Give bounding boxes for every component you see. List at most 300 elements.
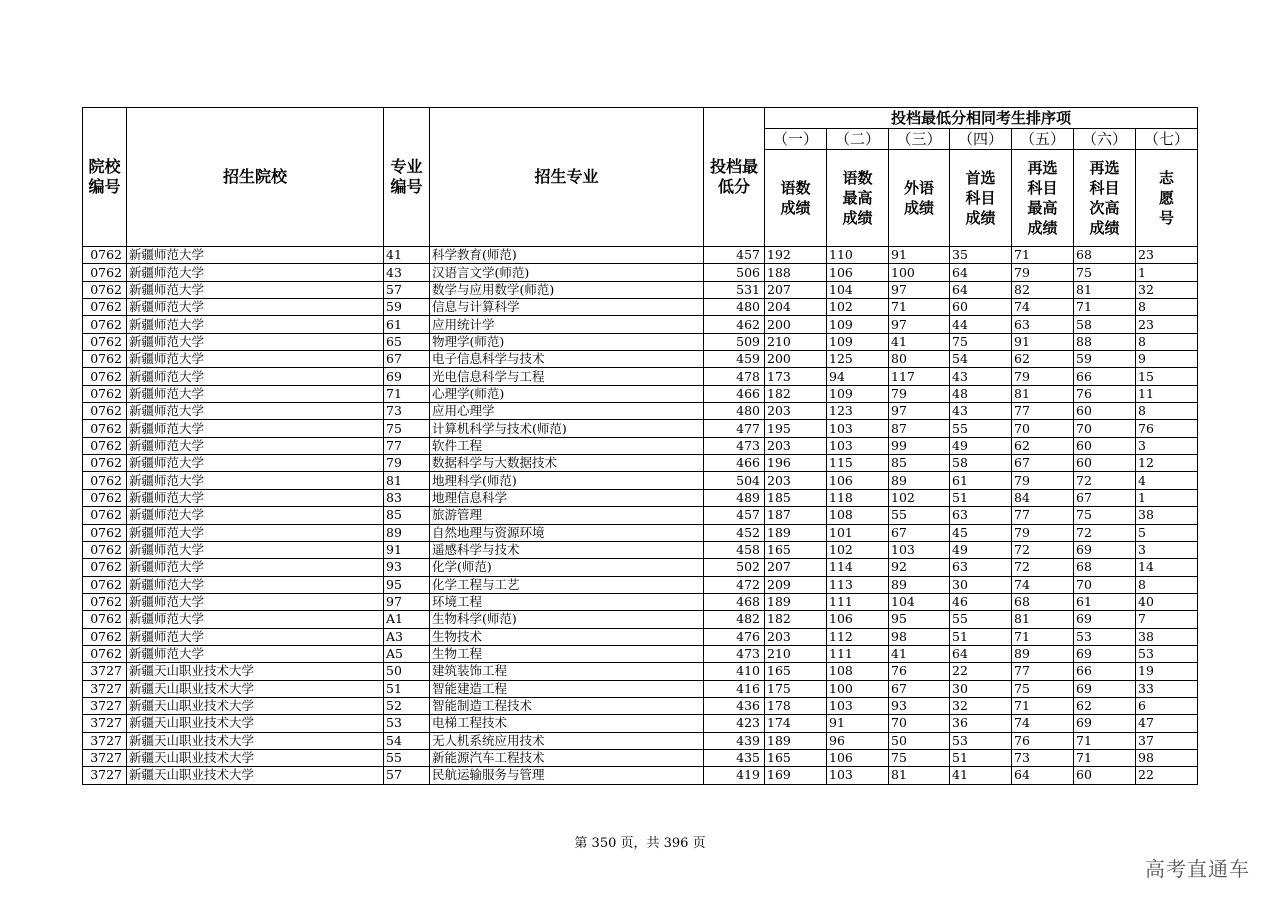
cell-rank-4: 45 — [950, 524, 1012, 541]
cell-min-score: 423 — [704, 715, 765, 732]
cell-rank-1: 185 — [765, 489, 827, 506]
cell-rank-3: 71 — [889, 299, 950, 316]
table-row — [83, 663, 1198, 680]
header-rank-label-text: 再选科目最高成绩 — [1027, 159, 1058, 237]
cell-rank-6: 67 — [1074, 489, 1136, 506]
cell-major-code: A1 — [384, 611, 430, 628]
cell-rank-5: 77 — [1012, 663, 1074, 680]
cell-major-code: 85 — [384, 507, 430, 524]
table-row — [83, 437, 1198, 454]
cell-rank-2: 125 — [827, 351, 889, 368]
cell-major-code: 65 — [384, 333, 430, 350]
cell-rank-4: 75 — [950, 333, 1012, 350]
cell-rank-5: 77 — [1012, 403, 1074, 420]
cell-rank-1: 165 — [765, 541, 827, 558]
cell-rank-3: 76 — [889, 663, 950, 680]
cell-rank-7: 98 — [1136, 749, 1198, 766]
cell-rank-1: 209 — [765, 576, 827, 593]
table-row — [83, 559, 1198, 576]
cell-rank-2: 103 — [827, 437, 889, 454]
table-row — [83, 420, 1198, 437]
cell-rank-3: 75 — [889, 749, 950, 766]
cell-rank-4: 41 — [950, 767, 1012, 784]
cell-rank-6: 70 — [1074, 420, 1136, 437]
cell-school-code: 3727 — [83, 715, 127, 732]
cell-rank-3: 95 — [889, 611, 950, 628]
cell-rank-6: 69 — [1074, 645, 1136, 662]
cell-rank-5: 79 — [1012, 524, 1074, 541]
cell-min-score: 466 — [704, 385, 765, 402]
cell-rank-1: 207 — [765, 559, 827, 576]
cell-rank-3: 93 — [889, 697, 950, 714]
cell-rank-1: 207 — [765, 281, 827, 298]
cell-school-name: 新疆师范大学 — [127, 541, 384, 558]
cell-rank-4: 43 — [950, 368, 1012, 385]
cell-rank-2: 109 — [827, 333, 889, 350]
cell-rank-6: 68 — [1074, 559, 1136, 576]
cell-rank-6: 60 — [1074, 403, 1136, 420]
cell-major-name: 科学教育(师范) — [430, 247, 704, 264]
cell-rank-4: 55 — [950, 420, 1012, 437]
cell-rank-1: 182 — [765, 385, 827, 402]
cell-rank-5: 74 — [1012, 299, 1074, 316]
cell-rank-2: 103 — [827, 420, 889, 437]
header-rank-label-4 — [950, 150, 1012, 247]
cell-major-name: 生物科学(师范) — [430, 611, 704, 628]
cell-major-code: 51 — [384, 680, 430, 697]
cell-rank-2: 113 — [827, 576, 889, 593]
cell-major-name: 软件工程 — [430, 437, 704, 454]
cell-rank-1: 173 — [765, 368, 827, 385]
cell-rank-6: 66 — [1074, 368, 1136, 385]
cell-min-score: 468 — [704, 593, 765, 610]
cell-rank-4: 64 — [950, 264, 1012, 281]
cell-school-code: 3727 — [83, 663, 127, 680]
table-row — [83, 351, 1198, 368]
cell-school-code: 3727 — [83, 680, 127, 697]
cell-major-code: 57 — [384, 767, 430, 784]
cell-school-code: 0762 — [83, 455, 127, 472]
header-seq-3: （三） — [889, 129, 950, 150]
cell-min-score: 462 — [704, 316, 765, 333]
header-rank-label-3 — [889, 150, 950, 247]
cell-rank-1: 169 — [765, 767, 827, 784]
cell-rank-2: 108 — [827, 663, 889, 680]
cell-rank-7: 8 — [1136, 333, 1198, 350]
cell-min-score: 506 — [704, 264, 765, 281]
cell-school-code: 0762 — [83, 489, 127, 506]
cell-school-name: 新疆师范大学 — [127, 281, 384, 298]
cell-min-score: 410 — [704, 663, 765, 680]
cell-rank-7: 23 — [1136, 316, 1198, 333]
admission-score-table — [82, 107, 1198, 785]
cell-rank-2: 114 — [827, 559, 889, 576]
header-rank-label-text: 语数最高成绩 — [842, 169, 873, 227]
cell-rank-4: 64 — [950, 645, 1012, 662]
cell-rank-1: 203 — [765, 403, 827, 420]
cell-major-code: 75 — [384, 420, 430, 437]
cell-school-name: 新疆师范大学 — [127, 437, 384, 454]
table-row — [83, 645, 1198, 662]
cell-rank-1: 182 — [765, 611, 827, 628]
cell-min-score: 458 — [704, 541, 765, 558]
table-row — [83, 368, 1198, 385]
table-row — [83, 247, 1198, 264]
cell-rank-2: 111 — [827, 593, 889, 610]
cell-rank-3: 50 — [889, 732, 950, 749]
cell-rank-1: 203 — [765, 628, 827, 645]
cell-school-name: 新疆师范大学 — [127, 420, 384, 437]
cell-rank-5: 81 — [1012, 611, 1074, 628]
header-rank-label-5 — [1012, 150, 1074, 247]
cell-major-code: 61 — [384, 316, 430, 333]
cell-rank-3: 80 — [889, 351, 950, 368]
table-row — [83, 403, 1198, 420]
cell-major-name: 应用心理学 — [430, 403, 704, 420]
cell-rank-6: 61 — [1074, 593, 1136, 610]
cell-min-score: 480 — [704, 299, 765, 316]
cell-min-score: 473 — [704, 437, 765, 454]
cell-school-name: 新疆师范大学 — [127, 628, 384, 645]
cell-school-name: 新疆师范大学 — [127, 593, 384, 610]
cell-rank-7: 8 — [1136, 576, 1198, 593]
cell-rank-4: 55 — [950, 611, 1012, 628]
cell-rank-2: 106 — [827, 749, 889, 766]
cell-school-name: 新疆师范大学 — [127, 299, 384, 316]
cell-school-name: 新疆师范大学 — [127, 559, 384, 576]
table-row — [83, 732, 1198, 749]
table-row — [83, 333, 1198, 350]
cell-major-code: A5 — [384, 645, 430, 662]
cell-rank-3: 41 — [889, 645, 950, 662]
cell-rank-7: 37 — [1136, 732, 1198, 749]
cell-rank-2: 118 — [827, 489, 889, 506]
cell-rank-3: 41 — [889, 333, 950, 350]
cell-rank-3: 97 — [889, 281, 950, 298]
cell-school-name: 新疆师范大学 — [127, 264, 384, 281]
watermark-logo: 高考直通车 — [1145, 857, 1250, 881]
cell-rank-4: 49 — [950, 541, 1012, 558]
cell-rank-5: 91 — [1012, 333, 1074, 350]
table-row — [83, 299, 1198, 316]
cell-rank-3: 79 — [889, 385, 950, 402]
cell-rank-4: 44 — [950, 316, 1012, 333]
cell-min-score: 477 — [704, 420, 765, 437]
cell-rank-7: 11 — [1136, 385, 1198, 402]
table-row — [83, 628, 1198, 645]
cell-rank-3: 97 — [889, 316, 950, 333]
cell-school-code: 3727 — [83, 732, 127, 749]
cell-school-code: 0762 — [83, 385, 127, 402]
cell-rank-2: 102 — [827, 299, 889, 316]
cell-min-score: 476 — [704, 628, 765, 645]
cell-rank-4: 51 — [950, 628, 1012, 645]
cell-rank-6: 68 — [1074, 247, 1136, 264]
cell-major-name: 物理学(师范) — [430, 333, 704, 350]
cell-rank-6: 71 — [1074, 732, 1136, 749]
cell-rank-1: 204 — [765, 299, 827, 316]
header-seq-4: （四） — [950, 129, 1012, 150]
header-rank-label-text: 语数成绩 — [780, 179, 811, 217]
cell-major-code: 67 — [384, 351, 430, 368]
cell-rank-3: 97 — [889, 403, 950, 420]
cell-rank-7: 6 — [1136, 697, 1198, 714]
cell-min-score: 489 — [704, 489, 765, 506]
cell-rank-5: 82 — [1012, 281, 1074, 298]
cell-major-code: 53 — [384, 715, 430, 732]
cell-min-score: 436 — [704, 697, 765, 714]
cell-rank-6: 75 — [1074, 264, 1136, 281]
cell-rank-5: 77 — [1012, 507, 1074, 524]
cell-rank-4: 30 — [950, 576, 1012, 593]
cell-rank-4: 63 — [950, 559, 1012, 576]
cell-school-code: 0762 — [83, 507, 127, 524]
page-footer: 第 350 页，共 396 页 — [574, 836, 706, 851]
cell-rank-5: 76 — [1012, 732, 1074, 749]
cell-major-name: 智能建造工程 — [430, 680, 704, 697]
cell-rank-3: 67 — [889, 524, 950, 541]
cell-rank-1: 192 — [765, 247, 827, 264]
cell-school-name: 新疆师范大学 — [127, 576, 384, 593]
cell-rank-3: 55 — [889, 507, 950, 524]
table-row — [83, 767, 1198, 784]
cell-major-code: A3 — [384, 628, 430, 645]
cell-rank-6: 72 — [1074, 524, 1136, 541]
cell-school-name: 新疆天山职业技术大学 — [127, 697, 384, 714]
cell-rank-7: 8 — [1136, 299, 1198, 316]
cell-school-code: 0762 — [83, 316, 127, 333]
cell-min-score: 472 — [704, 576, 765, 593]
cell-major-name: 智能制造工程技术 — [430, 697, 704, 714]
table-row — [83, 455, 1198, 472]
cell-school-name: 新疆师范大学 — [127, 524, 384, 541]
cell-rank-2: 94 — [827, 368, 889, 385]
cell-school-code: 0762 — [83, 628, 127, 645]
cell-rank-5: 72 — [1012, 559, 1074, 576]
cell-major-code: 83 — [384, 489, 430, 506]
cell-major-code: 57 — [384, 281, 430, 298]
cell-rank-6: 71 — [1074, 749, 1136, 766]
cell-min-score: 419 — [704, 767, 765, 784]
cell-rank-4: 49 — [950, 437, 1012, 454]
cell-rank-6: 60 — [1074, 455, 1136, 472]
cell-rank-4: 64 — [950, 281, 1012, 298]
cell-min-score: 435 — [704, 749, 765, 766]
cell-rank-7: 3 — [1136, 437, 1198, 454]
cell-rank-7: 40 — [1136, 593, 1198, 610]
header-rank-label-1 — [765, 150, 827, 247]
cell-rank-1: 165 — [765, 663, 827, 680]
cell-rank-1: 174 — [765, 715, 827, 732]
cell-rank-6: 60 — [1074, 767, 1136, 784]
cell-rank-2: 109 — [827, 316, 889, 333]
cell-min-score: 531 — [704, 281, 765, 298]
cell-rank-3: 89 — [889, 576, 950, 593]
cell-major-name: 新能源汽车工程技术 — [430, 749, 704, 766]
cell-rank-5: 68 — [1012, 593, 1074, 610]
cell-rank-2: 106 — [827, 472, 889, 489]
cell-major-code: 52 — [384, 697, 430, 714]
cell-rank-5: 81 — [1012, 385, 1074, 402]
cell-rank-4: 35 — [950, 247, 1012, 264]
cell-rank-2: 103 — [827, 697, 889, 714]
cell-major-code: 81 — [384, 472, 430, 489]
cell-school-code: 0762 — [83, 299, 127, 316]
cell-major-name: 数据科学与大数据技术 — [430, 455, 704, 472]
cell-major-code: 91 — [384, 541, 430, 558]
cell-school-name: 新疆师范大学 — [127, 472, 384, 489]
cell-major-name: 生物工程 — [430, 645, 704, 662]
cell-rank-6: 72 — [1074, 472, 1136, 489]
header-ranking-group: 投档最低分相同考生排序项 — [765, 108, 1198, 129]
cell-rank-5: 84 — [1012, 489, 1074, 506]
table-row — [83, 593, 1198, 610]
cell-rank-2: 106 — [827, 611, 889, 628]
cell-rank-5: 72 — [1012, 541, 1074, 558]
cell-rank-7: 1 — [1136, 264, 1198, 281]
cell-major-name: 化学工程与工艺 — [430, 576, 704, 593]
header-school-name: 招生院校 — [127, 108, 384, 247]
cell-rank-7: 47 — [1136, 715, 1198, 732]
cell-major-code: 73 — [384, 403, 430, 420]
cell-major-code: 69 — [384, 368, 430, 385]
cell-rank-6: 58 — [1074, 316, 1136, 333]
cell-rank-1: 178 — [765, 697, 827, 714]
cell-school-code: 0762 — [83, 559, 127, 576]
cell-rank-1: 203 — [765, 437, 827, 454]
cell-rank-7: 33 — [1136, 680, 1198, 697]
header-rank-label-text: 再选科目次高成绩 — [1089, 159, 1120, 237]
cell-school-code: 0762 — [83, 281, 127, 298]
cell-rank-1: 200 — [765, 351, 827, 368]
cell-rank-6: 69 — [1074, 715, 1136, 732]
cell-rank-4: 53 — [950, 732, 1012, 749]
cell-school-code: 0762 — [83, 541, 127, 558]
cell-rank-5: 62 — [1012, 351, 1074, 368]
cell-rank-5: 71 — [1012, 697, 1074, 714]
cell-rank-3: 87 — [889, 420, 950, 437]
cell-rank-3: 104 — [889, 593, 950, 610]
cell-major-name: 信息与计算科学 — [430, 299, 704, 316]
cell-rank-1: 187 — [765, 507, 827, 524]
cell-school-code: 0762 — [83, 576, 127, 593]
cell-rank-7: 8 — [1136, 403, 1198, 420]
cell-rank-2: 115 — [827, 455, 889, 472]
cell-rank-7: 4 — [1136, 472, 1198, 489]
cell-rank-2: 96 — [827, 732, 889, 749]
cell-rank-7: 22 — [1136, 767, 1198, 784]
cell-rank-5: 79 — [1012, 472, 1074, 489]
cell-school-code: 0762 — [83, 368, 127, 385]
cell-rank-5: 70 — [1012, 420, 1074, 437]
cell-major-name: 建筑装饰工程 — [430, 663, 704, 680]
cell-rank-6: 70 — [1074, 576, 1136, 593]
cell-school-code: 0762 — [83, 333, 127, 350]
cell-major-name: 无人机系统应用技术 — [430, 732, 704, 749]
cell-major-name: 化学(师范) — [430, 559, 704, 576]
cell-rank-4: 30 — [950, 680, 1012, 697]
cell-rank-2: 102 — [827, 541, 889, 558]
cell-school-name: 新疆天山职业技术大学 — [127, 749, 384, 766]
cell-rank-7: 14 — [1136, 559, 1198, 576]
cell-rank-5: 89 — [1012, 645, 1074, 662]
cell-rank-5: 73 — [1012, 749, 1074, 766]
cell-rank-3: 102 — [889, 489, 950, 506]
cell-rank-6: 75 — [1074, 507, 1136, 524]
cell-school-name: 新疆天山职业技术大学 — [127, 767, 384, 784]
table-row — [83, 697, 1198, 714]
cell-rank-4: 46 — [950, 593, 1012, 610]
header-seq-2: （二） — [827, 129, 889, 150]
cell-school-name: 新疆师范大学 — [127, 507, 384, 524]
table-row — [83, 507, 1198, 524]
cell-rank-6: 66 — [1074, 663, 1136, 680]
cell-school-name: 新疆师范大学 — [127, 247, 384, 264]
table-row — [83, 524, 1198, 541]
cell-major-code: 89 — [384, 524, 430, 541]
cell-rank-1: 210 — [765, 645, 827, 662]
cell-rank-5: 74 — [1012, 715, 1074, 732]
table-row — [83, 472, 1198, 489]
cell-major-name: 地理科学(师范) — [430, 472, 704, 489]
cell-school-name: 新疆师范大学 — [127, 403, 384, 420]
cell-rank-4: 36 — [950, 715, 1012, 732]
table-row — [83, 264, 1198, 281]
cell-rank-7: 7 — [1136, 611, 1198, 628]
cell-school-name: 新疆师范大学 — [127, 385, 384, 402]
cell-major-name: 电子信息科学与技术 — [430, 351, 704, 368]
table-row — [83, 611, 1198, 628]
table-row — [83, 281, 1198, 298]
cell-min-score: 502 — [704, 559, 765, 576]
cell-rank-1: 189 — [765, 593, 827, 610]
cell-min-score: 452 — [704, 524, 765, 541]
cell-rank-3: 98 — [889, 628, 950, 645]
cell-rank-3: 91 — [889, 247, 950, 264]
cell-major-code: 50 — [384, 663, 430, 680]
cell-rank-5: 63 — [1012, 316, 1074, 333]
cell-school-code: 0762 — [83, 351, 127, 368]
header-min-score: 投档最低分 — [704, 108, 765, 247]
cell-school-code: 0762 — [83, 472, 127, 489]
cell-rank-1: 196 — [765, 455, 827, 472]
cell-rank-6: 71 — [1074, 299, 1136, 316]
cell-rank-3: 89 — [889, 472, 950, 489]
cell-min-score: 459 — [704, 351, 765, 368]
cell-rank-5: 64 — [1012, 767, 1074, 784]
cell-school-code: 0762 — [83, 247, 127, 264]
cell-rank-2: 108 — [827, 507, 889, 524]
header-rank-label-text: 外语成绩 — [904, 179, 935, 217]
cell-min-score: 439 — [704, 732, 765, 749]
cell-min-score: 457 — [704, 507, 765, 524]
cell-major-code: 79 — [384, 455, 430, 472]
cell-rank-6: 60 — [1074, 437, 1136, 454]
header-rank-label-7 — [1136, 150, 1198, 247]
cell-rank-2: 103 — [827, 767, 889, 784]
cell-school-name: 新疆天山职业技术大学 — [127, 732, 384, 749]
score-table-container — [82, 107, 1197, 785]
cell-major-code: 43 — [384, 264, 430, 281]
cell-rank-4: 54 — [950, 351, 1012, 368]
table-row — [83, 489, 1198, 506]
cell-rank-6: 53 — [1074, 628, 1136, 645]
cell-rank-2: 100 — [827, 680, 889, 697]
table-row — [83, 749, 1198, 766]
cell-school-code: 0762 — [83, 611, 127, 628]
table-row — [83, 316, 1198, 333]
cell-school-name: 新疆师范大学 — [127, 455, 384, 472]
